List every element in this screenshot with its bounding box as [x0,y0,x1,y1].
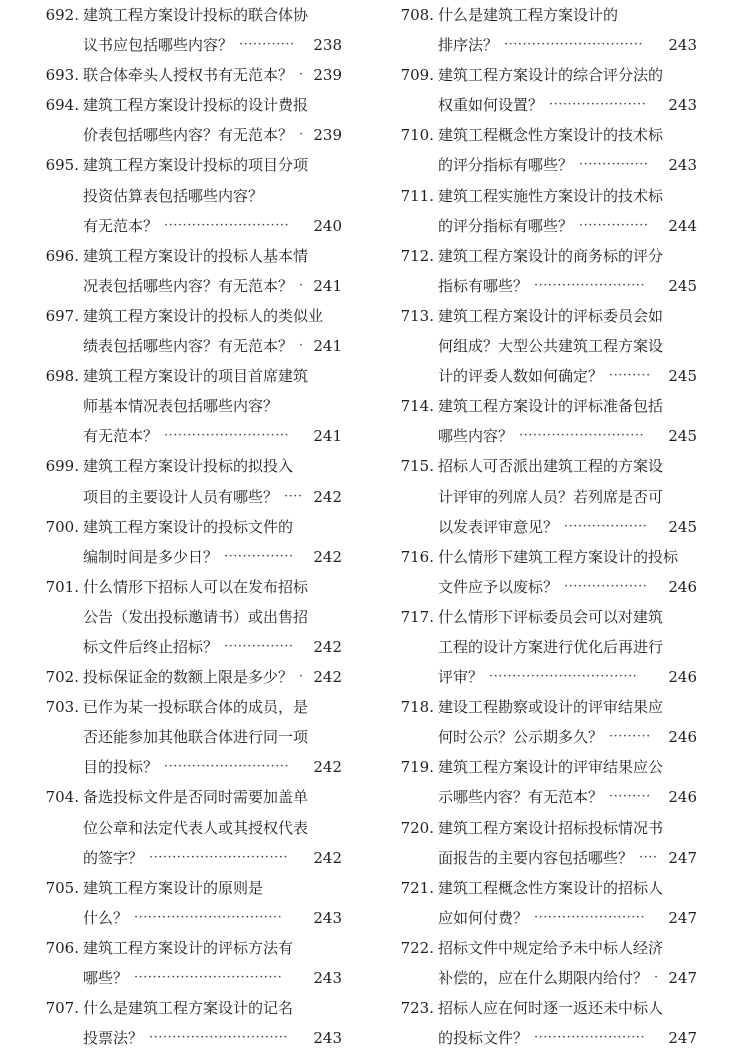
toc-entry-text: 的投标文件？ [438,1029,529,1048]
toc-entry [397,752,697,812]
toc-entry-text: 建筑工程方案设计投标的项目分项 [83,156,309,175]
toc-entry-number: 694. [45,96,79,115]
toc-entry-number: 699. [45,457,79,476]
toc-entry-line [42,0,342,30]
toc-entry-number: 696. [45,246,79,265]
toc-entry-line [42,482,342,512]
toc-entry-line [42,120,342,150]
toc-entry-text: 哪些内容？ [438,427,514,446]
toc-page-number: 247 [668,848,697,867]
toc-entry-text: 的签字？ [83,848,144,867]
toc-entry [397,0,697,60]
toc-entry-text: 工程的设计方案进行优化后再进行 [438,637,664,656]
toc-entry-line [397,90,697,120]
toc-entry-text: 联合体牵头人授权书有无范本？ [83,66,294,85]
toc-page-number: 247 [668,1029,697,1048]
toc-entry-number: 715. [400,457,434,476]
toc-entry-line [42,602,342,632]
toc-entry-text: 建筑工程方案设计的评审结果应公 [438,758,664,777]
toc-entry-text: 建设工程勘察或设计的评审结果应 [438,698,664,717]
toc-entry-line [397,572,697,602]
toc-page-number: 242 [313,487,342,506]
toc-page-number: 241 [313,427,342,446]
toc-entry-text: 什么？ [83,908,129,927]
toc-page-number: 246 [668,728,697,747]
toc-entry-line [42,361,342,391]
toc-page-number: 243 [313,969,342,987]
toc-entry-text: 面报告的主要内容包括哪些？ [438,848,634,867]
toc-page-number: 245 [668,276,697,295]
toc-entry-line [42,933,342,963]
toc-page-number: 239 [313,126,342,145]
toc-entry-line [397,361,697,391]
toc-leader-dots: ······························ [149,849,288,865]
toc-entry-line [397,0,697,30]
toc-entry-text: 价表包括哪些内容？有无范本？ [83,126,294,145]
toc-entry-line [42,542,342,572]
toc-entry-text: 况表包括哪些内容？有无范本？ [83,276,294,295]
toc-entry-line [397,391,697,421]
toc-entry-text: 建筑工程概念性方案设计的技术标 [438,126,664,145]
toc-entry-text: 应如何付费？ [438,908,529,927]
toc-entry-number: 705. [45,878,79,897]
toc-entry [42,692,342,782]
toc-entry-line [42,903,342,933]
toc-entry-line [397,993,697,1023]
toc-entry [42,0,342,60]
toc-entry-number: 701. [45,577,79,596]
toc-entry-text: 建筑工程实施性方案设计的技术标 [438,186,664,205]
toc-entry-text: 建筑工程方案设计的投标人基本情 [83,246,309,265]
toc-entry-text: 何时公示？公示期多久？ [438,728,604,747]
toc-entry-line [42,60,342,90]
toc-entry [397,873,697,933]
toc-entry-text: 建筑工程方案设计的投标文件的 [83,517,294,536]
toc-page-number: 245 [668,427,697,446]
toc-entry-text: 投资估算表包括哪些内容？ [83,186,264,205]
toc-entry-number: 706. [45,938,79,957]
toc-left-column [42,0,342,1053]
toc-entry-text: 公告（发出投标邀请书）或出售招 [83,607,309,626]
toc-entry [42,451,342,511]
toc-entry-text: 目的投标？ [83,758,159,777]
toc-leader-dots: ··············· [579,217,649,233]
toc-entry-line [397,692,697,722]
toc-entry-number: 718. [400,698,434,717]
toc-entry-text: 建筑工程方案设计投标的联合体协 [83,6,309,24]
toc-entry-number: 721. [400,878,434,897]
toc-entry-number: 716. [400,547,434,566]
toc-entry-line [397,30,697,60]
toc-leader-dots: ································ [489,669,638,685]
toc-entry-line [397,722,697,752]
toc-entry-text: 有无范本？ [83,216,159,235]
toc-entry [397,542,697,602]
toc-entry-text: 有无范本？ [83,427,159,446]
toc-entry-line [42,271,342,301]
toc-leader-dots: · [299,338,304,354]
toc-page-number: 238 [313,36,342,55]
toc-page-number: 242 [313,547,342,566]
toc-entry-text: 建筑工程概念性方案设计的招标人 [438,878,664,897]
toc-entry [42,241,342,301]
toc-leader-dots: ··············· [579,157,649,173]
toc-entry-line [397,211,697,241]
toc-entry-number: 719. [400,758,434,777]
toc-entry-text: 绩表包括哪些内容？有无范本？ [83,337,294,356]
toc-entry-line [42,692,342,722]
toc-page-number: 247 [668,908,697,927]
toc-entry [397,692,697,752]
toc-entry [42,512,342,572]
toc-entry-line [42,211,342,241]
toc-entry-line [397,150,697,180]
toc-entry [42,301,342,361]
toc-entry-text: 建筑工程方案设计投标的设计费报 [83,96,309,115]
toc-entry-line [42,331,342,361]
toc-leader-dots: ······························ [504,37,643,53]
toc-entry-text: 招标文件中规定给予未中标人经济 [438,938,664,957]
toc-page-number: 244 [668,216,697,235]
toc-entry [397,301,697,391]
toc-leader-dots: ········· [609,789,651,805]
toc-entry [42,60,342,90]
toc-entry [397,181,697,241]
toc-leader-dots: ·················· [564,518,648,534]
toc-entry-line [42,241,342,271]
toc-entry-line [42,1023,342,1053]
toc-leader-dots: · [654,970,659,985]
toc-page-number: 243 [313,908,342,927]
toc-entry-line [397,752,697,782]
toc-entry [397,451,697,541]
toc-entry-line [397,933,697,963]
toc-entry-text: 文件应予以废标？ [438,577,559,596]
toc-entry-line [42,632,342,662]
toc-entry-text: 建筑工程方案设计投标的拟投入 [83,457,294,476]
toc-leader-dots: ··············· [224,548,294,564]
toc-entry-text: 的评分指标有哪些？ [438,216,574,235]
toc-entry-number: 723. [400,999,434,1018]
toc-leader-dots: ························ [534,909,646,925]
toc-entry [397,120,697,180]
toc-entry-line [397,482,697,512]
toc-entry-text: 投票法？ [83,1029,144,1048]
toc-entry-text: 招标人可否派出建筑工程的方案设 [438,457,664,476]
toc-page-number: 243 [668,96,697,115]
toc-entry-line [42,451,342,481]
toc-entry-text: 计评审的列席人员？若列席是否可 [438,487,664,506]
toc-entry [397,60,697,120]
toc-leader-dots: ··························· [164,428,290,444]
toc-entry-number: 717. [400,607,434,626]
toc-entry [42,782,342,872]
toc-entry [42,933,342,993]
toc-entry [42,572,342,662]
toc-entry-text: 计的评委人数如何确定？ [438,367,604,386]
toc-entry-text: 什么情形下招标人可以在发布招标 [83,577,309,596]
toc-entry-line [397,843,697,873]
toc-page-number: 243 [668,36,697,55]
toc-entry-text: 建筑工程方案设计的评标准备包括 [438,397,664,416]
toc-entry-line [397,120,697,150]
toc-entry [397,933,697,993]
toc-entry-number: 702. [45,668,79,687]
toc-entry-line [42,843,342,873]
toc-page-number: 242 [313,668,342,687]
toc-entry-line [397,60,697,90]
toc-entry-text: 建筑工程方案设计的投标人的类似业 [83,306,324,325]
toc-page-number: 241 [313,337,342,356]
toc-entry-text: 什么情形下评标委员会可以对建筑 [438,607,664,626]
toc-leader-dots: ··························· [164,759,290,775]
toc-entry-number: 695. [45,156,79,175]
toc-entry-text: 否还能参加其他联合体进行同一项 [83,728,309,747]
toc-entry-text: 议书应包括哪些内容？ [83,36,234,55]
toc-leader-dots: ···· [639,849,658,865]
toc-entry-text: 以发表评审意见？ [438,517,559,536]
toc-entry-number: 713. [400,306,434,325]
toc-entry [42,150,342,240]
toc-entry [397,391,697,451]
toc-page-number: 247 [668,969,697,987]
toc-leader-dots: · [299,669,304,685]
toc-page-number: 242 [313,637,342,656]
toc-entry-text: 师基本情况表包括哪些内容？ [83,397,279,416]
toc-entry-line [397,873,697,903]
toc-page-number: 243 [668,156,697,175]
toc-leader-dots: ··························· [519,428,645,444]
toc-leader-dots: ························ [534,277,646,293]
toc-leader-dots: · [299,67,304,83]
toc-entry-text: 已作为某一投标联合体的成员，是 [83,698,309,717]
toc-entry-line [42,993,342,1023]
toc-entry-text: 标文件后终止招标？ [83,637,219,656]
toc-entry-text: 什么是建筑工程方案设计的 [438,6,619,24]
toc-entry-line [397,421,697,451]
toc-page-number: 243 [313,1029,342,1048]
toc-entry-text: 建筑工程方案设计的项目首席建筑 [83,367,309,386]
toc-entry-line [42,30,342,60]
toc-entry-line [397,813,697,843]
toc-entry-line [42,963,342,993]
toc-page-number: 242 [313,758,342,777]
toc-entry-text: 建筑工程方案设计的商务标的评分 [438,246,664,265]
toc-entry-text: 指标有哪些？ [438,276,529,295]
toc-entry-line [397,301,697,331]
toc-leader-dots: ································ [134,909,283,925]
toc-entry-number: 704. [45,788,79,807]
toc-entry-line [397,662,697,692]
toc-entry-number: 720. [400,818,434,837]
toc-entry-line [42,722,342,752]
toc-entry-line [42,301,342,331]
toc-entry-text: 建筑工程方案设计招标投标情况书 [438,818,664,837]
toc-right-column [397,0,697,1053]
toc-entry-line [397,632,697,662]
toc-entry-line [42,391,342,421]
toc-page-number: 246 [668,668,697,687]
toc-entry-number: 700. [45,517,79,536]
toc-entry-text: 的评分指标有哪些？ [438,156,574,175]
toc-entry-line [42,421,342,451]
toc-entry-number: 711. [400,186,434,205]
toc-entry-text: 建筑工程方案设计的评标方法有 [83,938,294,957]
toc-leader-dots: ····················· [549,97,647,113]
toc-entry-text: 招标人应在何时逐一返还未中标人 [438,999,664,1018]
toc-entry [397,602,697,692]
toc-leader-dots: ············ [239,37,295,53]
toc-page-number: 245 [668,367,697,386]
toc-entry-line [397,963,697,993]
toc-entry-line [397,271,697,301]
toc-page-number: 239 [313,66,342,85]
toc-entry-line [397,542,697,572]
toc-entry-text: 哪些？ [83,969,129,987]
toc-page-number: 246 [668,577,697,596]
toc-entry-text: 建筑工程方案设计的评标委员会如 [438,306,664,325]
toc-entry-text: 评审？ [438,668,484,687]
toc-entry-text: 示哪些内容？有无范本？ [438,788,604,807]
toc-entry-number: 710. [400,126,434,145]
toc-leader-dots: ········· [609,368,651,384]
toc-leader-dots: · [299,277,304,293]
toc-entry-number: 698. [45,367,79,386]
toc-leader-dots: ································ [134,970,283,985]
toc-page-number: 240 [313,216,342,235]
toc-page-number: 242 [313,848,342,867]
toc-entry-text: 位公章和法定代表人或其授权代表 [83,818,309,837]
toc-entry-line [42,782,342,812]
toc-entry [42,873,342,933]
toc-entry-text: 什么情形下建筑工程方案设计的投标 [438,547,679,566]
toc-entry [42,90,342,150]
toc-entry-number: 712. [400,246,434,265]
toc-page-number: 246 [668,788,697,807]
toc-entry-number: 709. [400,66,434,85]
toc-entry-line [42,813,342,843]
toc-entry-number: 692. [45,6,79,24]
toc-entry-number: 693. [45,66,79,85]
toc-entry-number: 703. [45,698,79,717]
toc-leader-dots: ········· [609,729,651,745]
toc-entry-line [42,873,342,903]
toc-entry [397,813,697,873]
toc-entry-text: 什么是建筑工程方案设计的记名 [83,999,294,1018]
toc-entry-line [397,512,697,542]
toc-entry-line [397,451,697,481]
toc-entry-text: 权重如何设置？ [438,96,544,115]
toc-entry-line [397,602,697,632]
toc-entry-line [42,150,342,180]
toc-entry-number: 708. [400,6,434,24]
toc-entry-text: 备选投标文件是否同时需要加盖单 [83,788,309,807]
toc-entry-line [397,241,697,271]
toc-leader-dots: · [299,127,304,143]
toc-entry-line [42,752,342,782]
toc-entry [42,993,342,1053]
toc-leader-dots: ··························· [164,217,290,233]
toc-entry-number: 707. [45,999,79,1018]
toc-entry-line [42,512,342,542]
toc-entry-line [42,181,342,211]
toc-entry-number: 697. [45,306,79,325]
toc-entry-text: 编制时间是多少日？ [83,547,219,566]
toc-entry-line [397,331,697,361]
toc-entry [397,993,697,1053]
toc-entry-text: 建筑工程方案设计的原则是 [83,878,264,897]
toc-entry-text: 何组成？大型公共建筑工程方案设 [438,337,664,356]
toc-entry-text: 补偿的，应在什么期限内给付？ [438,969,649,987]
toc-entry [42,361,342,451]
toc-leader-dots: ························ [534,1030,646,1046]
toc-entry-line [397,782,697,812]
toc-entry-line [42,572,342,602]
toc-entry-number: 714. [400,397,434,416]
toc-entry-text: 投标保证金的数额上限是多少？ [83,668,294,687]
toc-leader-dots: ···· [284,488,303,504]
toc-entry-line [42,662,342,692]
toc-entry-number: 722. [400,938,434,957]
toc-entry-text: 排序法？ [438,36,499,55]
toc-entry [42,662,342,692]
toc-entry-text: 项目的主要设计人员有哪些？ [83,487,279,506]
toc-leader-dots: ·················· [564,578,648,594]
toc-entry-line [397,903,697,933]
toc-entry-line [42,90,342,120]
toc-entry [397,241,697,301]
toc-entry-line [397,1023,697,1053]
toc-leader-dots: ··············· [224,638,294,654]
toc-entry-line [397,181,697,211]
toc-entry-text: 建筑工程方案设计的综合评分法的 [438,66,664,85]
toc-page-number: 241 [313,276,342,295]
toc-leader-dots: ······························ [149,1030,288,1046]
toc-page-number: 245 [668,517,697,536]
